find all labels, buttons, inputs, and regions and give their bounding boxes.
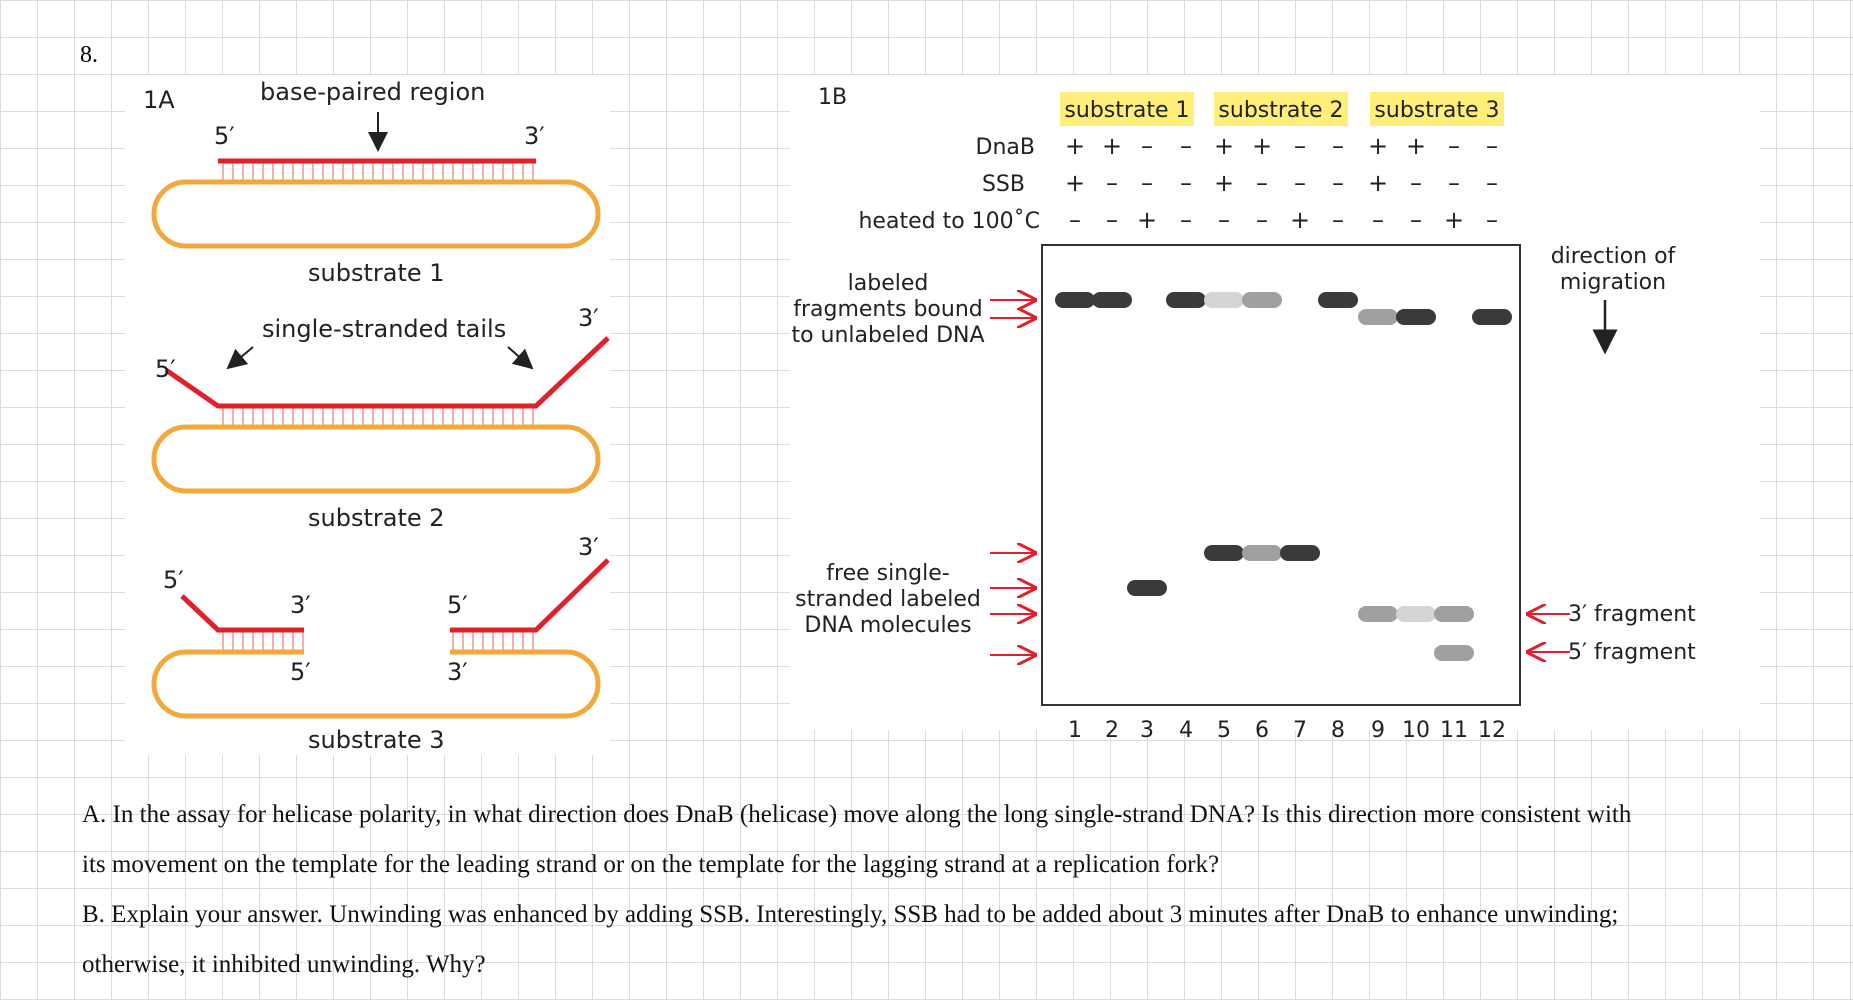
lane-number-8: 8 bbox=[1331, 718, 1345, 743]
substrate-3-3-end-bottom: 3′ bbox=[447, 658, 468, 686]
lane-number-7: 7 bbox=[1293, 718, 1307, 743]
ssb-sign-lane-6: – bbox=[1256, 169, 1268, 197]
lane-number-12: 12 bbox=[1478, 718, 1506, 743]
free-label-line3: DNA molecules bbox=[804, 613, 972, 638]
dnab-sign-lane-11: – bbox=[1448, 132, 1460, 160]
ssb-sign-lane-12: – bbox=[1486, 169, 1498, 197]
heated-sign-lane-10: – bbox=[1410, 206, 1422, 234]
ssb-sign-lane-10: – bbox=[1410, 169, 1422, 197]
migration-label-line1: direction of bbox=[1550, 244, 1676, 269]
gel-band-lane-6 bbox=[1242, 292, 1282, 308]
panel-1a-label: 1A bbox=[143, 86, 175, 114]
substrate-3-5-end-left: 5′ bbox=[163, 566, 184, 594]
gel-band-lane-11 bbox=[1434, 606, 1474, 622]
gel-band-lane-6 bbox=[1242, 545, 1282, 561]
row-label-ssb: SSB bbox=[981, 172, 1025, 197]
lane-number-4: 4 bbox=[1179, 718, 1193, 743]
base-paired-label: base-paired region bbox=[260, 78, 486, 106]
row-label-heated: heated to 100˚C bbox=[858, 209, 1040, 234]
gel bbox=[1042, 245, 1520, 705]
lane-number-6: 6 bbox=[1255, 718, 1269, 743]
heated-sign-lane-2: – bbox=[1106, 206, 1118, 234]
substrate-2-label: substrate 2 bbox=[308, 504, 445, 532]
single-stranded-label: single-stranded tails bbox=[262, 315, 507, 343]
question-a-line2: its movement on the template for the leading strand or on the template for the lagging strand at a replication fork? bbox=[82, 851, 1220, 878]
ssb-sign-lane-2: – bbox=[1106, 169, 1118, 197]
heated-sign-lane-3: + bbox=[1136, 206, 1158, 234]
gel-band-lane-10 bbox=[1396, 606, 1436, 622]
ssb-sign-lane-5: + bbox=[1213, 169, 1235, 197]
ssb-sign-lane-1: + bbox=[1064, 169, 1086, 197]
ssb-sign-lane-3: – bbox=[1141, 169, 1153, 197]
gel-band-lane-9 bbox=[1358, 606, 1398, 622]
row-label-dnab: DnaB bbox=[975, 135, 1035, 160]
substrate-1-3-end: 3′ bbox=[524, 122, 545, 150]
bound-label-line1: labeled bbox=[847, 271, 929, 296]
gel-band-lane-3 bbox=[1127, 580, 1167, 596]
substrate-1-label: substrate 1 bbox=[308, 259, 445, 287]
dnab-sign-lane-5: + bbox=[1213, 132, 1235, 160]
gel-band-lane-9 bbox=[1358, 309, 1398, 325]
lane-number-1: 1 bbox=[1068, 718, 1082, 743]
gel-band-lane-7 bbox=[1280, 545, 1320, 561]
ssb-sign-lane-11: – bbox=[1448, 169, 1460, 197]
fragment-3-label: 3′ fragment bbox=[1568, 602, 1696, 627]
dnab-sign-lane-3: – bbox=[1141, 132, 1153, 160]
ssb-sign-lane-4: – bbox=[1180, 169, 1192, 197]
heated-sign-lane-7: + bbox=[1289, 206, 1311, 234]
ssb-sign-lane-7: – bbox=[1294, 169, 1306, 197]
dnab-sign-lane-10: + bbox=[1405, 132, 1427, 160]
substrate-3-3-end-right: 3′ bbox=[578, 533, 599, 561]
heated-sign-lane-4: – bbox=[1180, 206, 1192, 234]
substrate-1-5-end: 5′ bbox=[214, 122, 235, 150]
question-b-line2: otherwise, it inhibited unwinding. Why? bbox=[82, 951, 486, 978]
dnab-sign-lane-8: – bbox=[1332, 132, 1344, 160]
lane-number-10: 10 bbox=[1402, 718, 1430, 743]
header-substrate-1: substrate 1 bbox=[1064, 98, 1190, 123]
heated-sign-lane-1: – bbox=[1069, 206, 1081, 234]
heated-sign-lane-9: – bbox=[1372, 206, 1384, 234]
lane-number-2: 2 bbox=[1105, 718, 1119, 743]
gel-band-lane-4 bbox=[1166, 292, 1206, 308]
lane-number-9: 9 bbox=[1371, 718, 1385, 743]
lane-number-3: 3 bbox=[1140, 718, 1154, 743]
dnab-sign-lane-12: – bbox=[1486, 132, 1498, 160]
heated-sign-lane-11: + bbox=[1443, 206, 1465, 234]
header-substrate-3: substrate 3 bbox=[1374, 98, 1500, 123]
ssb-sign-lane-9: + bbox=[1367, 169, 1389, 197]
ssb-sign-lane-8: – bbox=[1332, 169, 1344, 197]
dnab-sign-lane-2: + bbox=[1101, 132, 1123, 160]
gel-band-lane-8 bbox=[1318, 292, 1358, 308]
heated-sign-lane-5: – bbox=[1218, 206, 1230, 234]
dnab-sign-lane-7: – bbox=[1294, 132, 1306, 160]
free-label-line2: stranded labeled bbox=[795, 587, 981, 612]
questions bbox=[82, 790, 1782, 990]
question-a-line1: A. In the assay for helicase polarity, in what direction does DnaB (helicase) move along the long single-strand DNA? Is this direction more consistent with bbox=[82, 801, 1632, 828]
gel-band-lane-10 bbox=[1396, 309, 1436, 325]
gel-band-lane-1 bbox=[1055, 292, 1095, 308]
lane-number-11: 11 bbox=[1440, 718, 1468, 743]
fragment-5-label: 5′ fragment bbox=[1568, 640, 1696, 665]
dnab-sign-lane-4: – bbox=[1180, 132, 1192, 160]
dnab-sign-lane-6: + bbox=[1251, 132, 1273, 160]
migration-label-line2: migration bbox=[1559, 270, 1667, 295]
heated-sign-lane-12: – bbox=[1486, 206, 1498, 234]
substrate-headers bbox=[1060, 92, 1504, 126]
substrate-3-5-end-right: 5′ bbox=[447, 591, 468, 619]
dnab-sign-lane-1: + bbox=[1064, 132, 1086, 160]
free-label-line1: free single- bbox=[826, 561, 950, 586]
gel-band-lane-12 bbox=[1472, 309, 1512, 325]
gel-band-lane-5 bbox=[1204, 545, 1244, 561]
question-b-line1: B. Explain your answer. Unwinding was enhanced by adding SSB. Interestingly, SSB had to be added about 3 minutes after DnaB to enhance unwinding; bbox=[82, 901, 1619, 928]
substrate-2-3-end: 3′ bbox=[578, 304, 599, 332]
substrate-3-label: substrate 3 bbox=[308, 726, 445, 754]
substrate-3-3-end-left: 3′ bbox=[290, 591, 311, 619]
gel-band-lane-5 bbox=[1204, 292, 1244, 308]
panel-1b-label: 1B bbox=[818, 85, 848, 110]
bound-label-line2: fragments bound bbox=[793, 297, 983, 322]
gel-band-lane-11 bbox=[1434, 645, 1474, 661]
header-substrate-2: substrate 2 bbox=[1218, 98, 1344, 123]
substrate-2-5-end: 5′ bbox=[155, 355, 176, 383]
lane-number-5: 5 bbox=[1217, 718, 1231, 743]
bound-label-line3: to unlabeled DNA bbox=[791, 323, 985, 348]
gel-band-lane-2 bbox=[1092, 292, 1132, 308]
substrate-3-5-end-bottom: 5′ bbox=[290, 658, 311, 686]
heated-sign-lane-6: – bbox=[1256, 206, 1268, 234]
question-number: 8. bbox=[80, 42, 98, 68]
dnab-sign-lane-9: + bbox=[1367, 132, 1389, 160]
heated-sign-lane-8: – bbox=[1332, 206, 1344, 234]
